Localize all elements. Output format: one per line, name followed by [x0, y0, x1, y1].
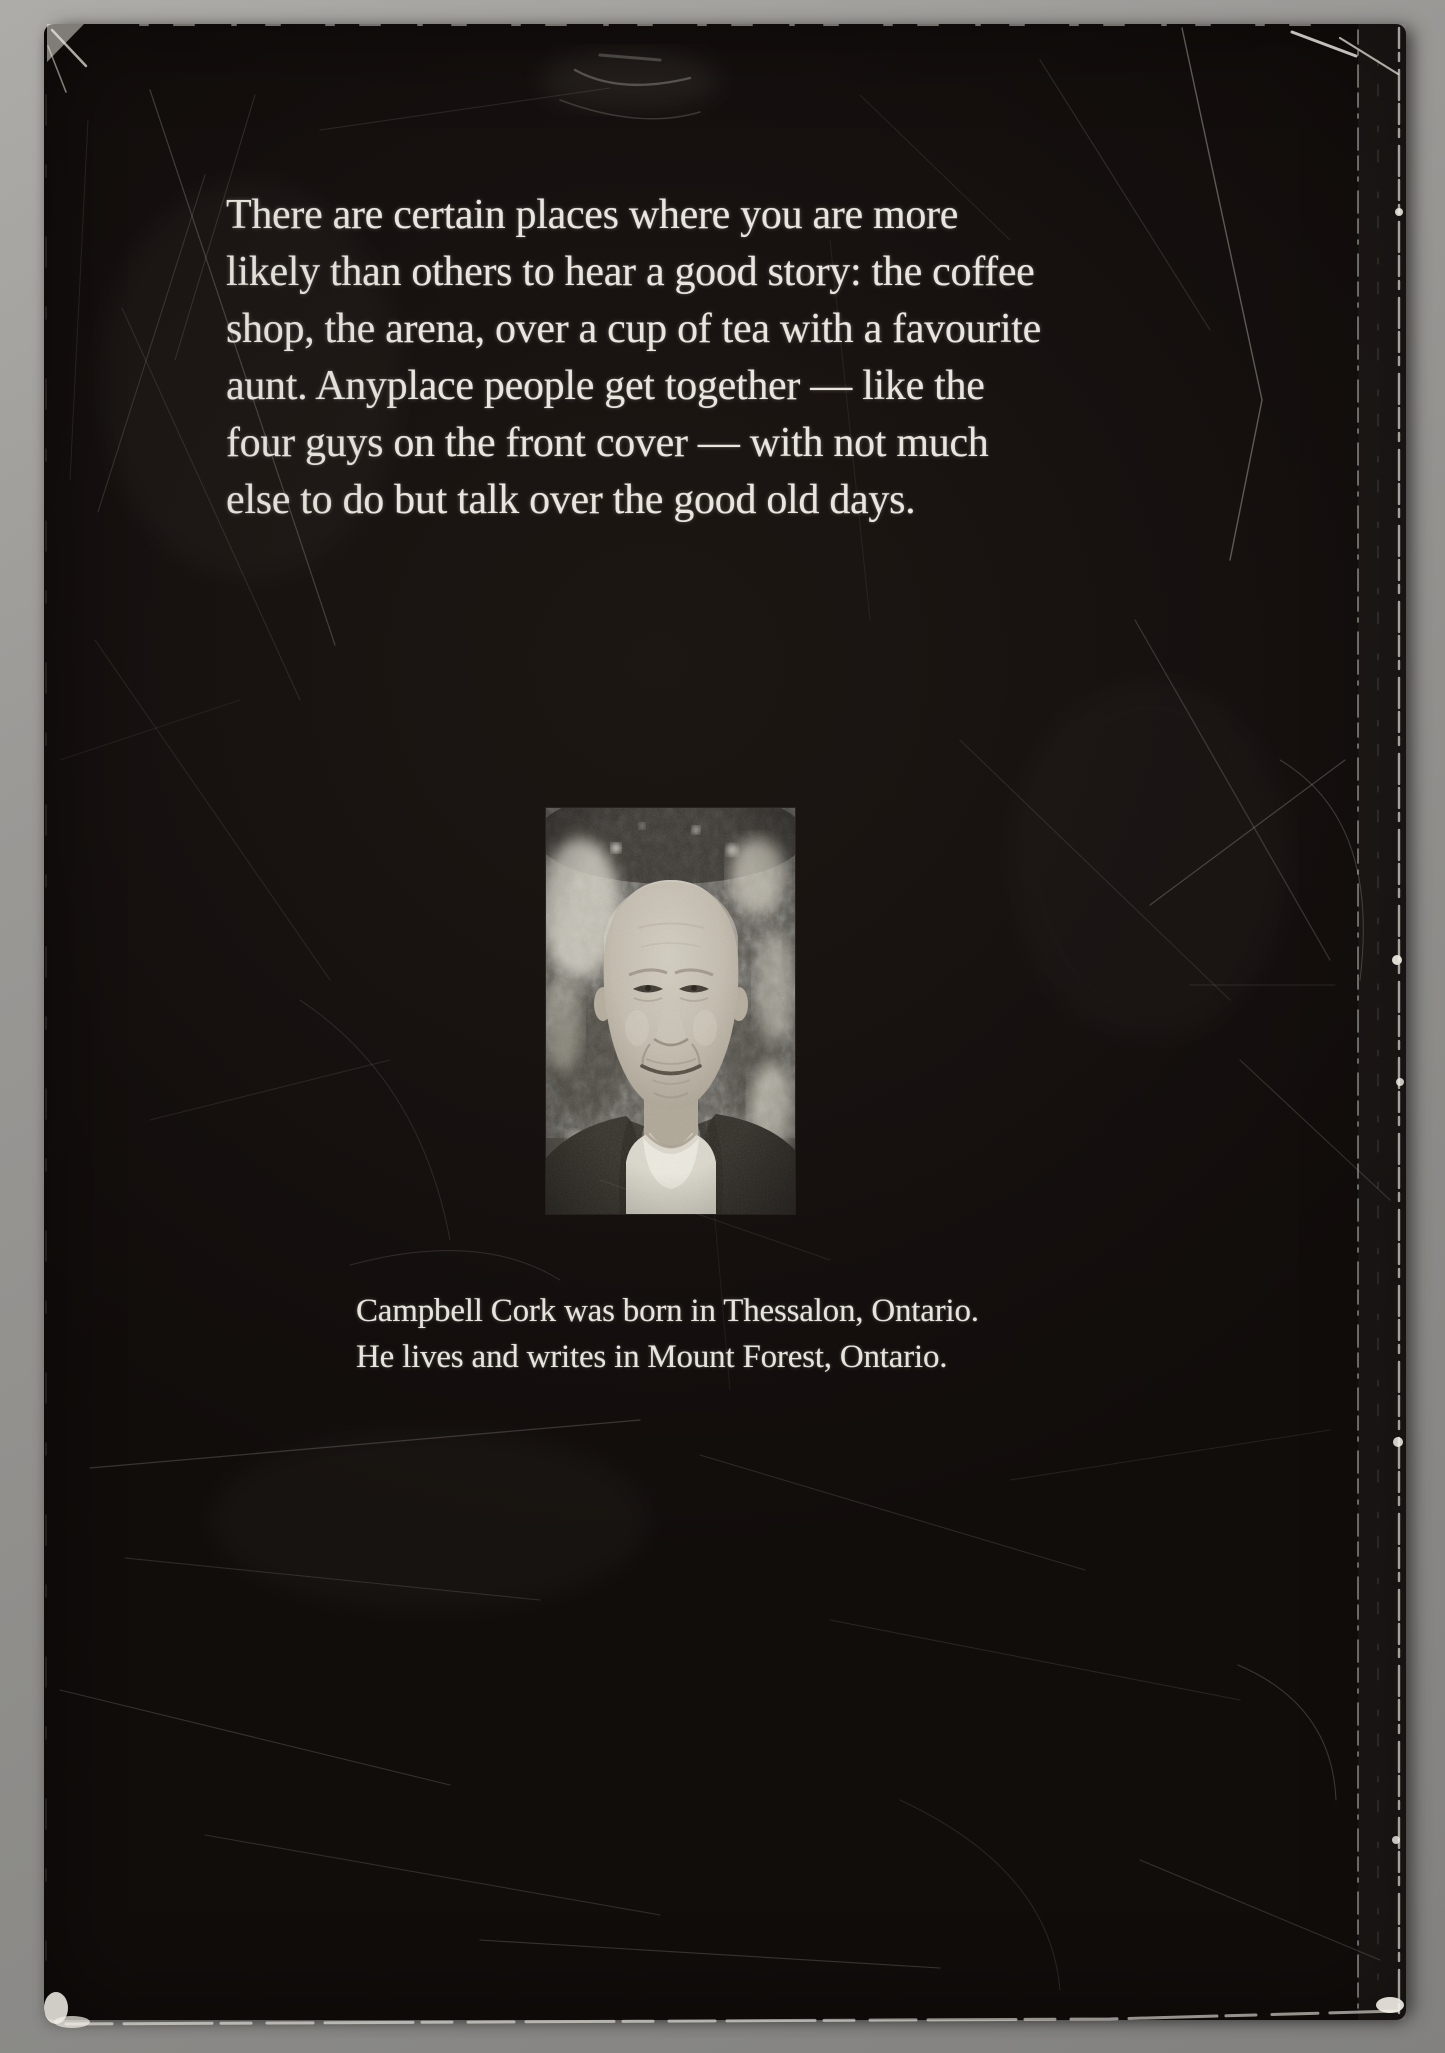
author-caption — [356, 1288, 979, 1380]
blurb-line: aunt. Anyplace people get together — like the — [226, 363, 985, 409]
author-portrait-photo — [546, 808, 795, 1214]
book-back-cover — [44, 24, 1406, 2020]
blurb-line: else to do but talk over the good old days. — [226, 477, 916, 523]
blurb-line: shop, the arena, over a cup of tea with a favourite — [226, 306, 1042, 352]
blurb-line: There are certain places where you are more — [226, 192, 959, 238]
caption-line: Campbell Cork was born in Thessalon, Ontario. — [356, 1293, 979, 1329]
author-portrait-illustration — [546, 808, 795, 1214]
blurb-text — [226, 187, 1041, 529]
caption-line: He lives and writes in Mount Forest, Ontario. — [356, 1339, 948, 1375]
blurb-line: four guys on the front cover — with not much — [226, 420, 989, 466]
blurb-line: likely than others to hear a good story: the coffee — [226, 249, 1035, 295]
